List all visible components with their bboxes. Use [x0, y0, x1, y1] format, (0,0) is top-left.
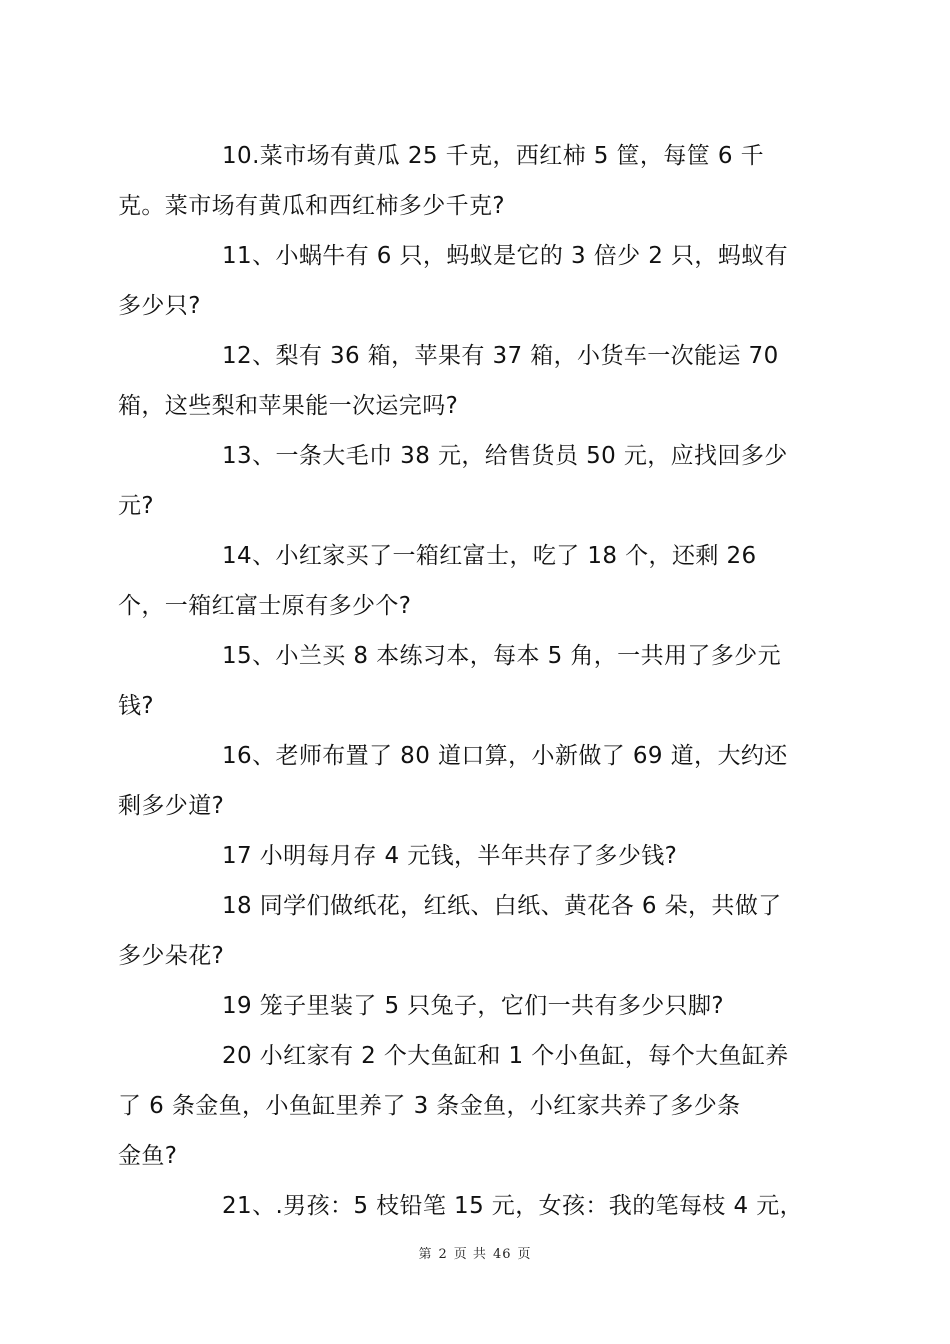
footer-prefix: 第 [418, 1247, 433, 1262]
problem-19 [170, 981, 842, 1031]
problem-line: 剩多少道? [118, 793, 225, 819]
problem-line: 18 同学们做纸花，红纸、白纸、黄花各 6 朵，共做了 [222, 893, 782, 919]
problem-line: 多少只? [118, 293, 201, 319]
problem-line: 多少朵花? [118, 943, 225, 969]
problem-11 [118, 231, 842, 331]
problem-15 [118, 631, 842, 731]
problem-10 [118, 131, 842, 231]
problem-line: 15、小兰买 8 本练习本，每本 5 角，一共用了多少元 [222, 643, 781, 669]
problem-line: 11、小蜗牛有 6 只，蚂蚁是它的 3 倍少 2 只，蚂蚁有 [222, 243, 789, 269]
problem-14 [118, 531, 842, 631]
problem-line: 箱，这些梨和苹果能一次运完吗? [118, 393, 459, 419]
page-footer [0, 1245, 950, 1265]
problem-line: 钱? [118, 693, 155, 719]
footer-suffix: 页 [517, 1247, 532, 1262]
problem-line: 19 笼子里装了 5 只兔子，它们一共有多少只脚? [222, 993, 725, 1019]
problem-line: 10.菜市场有黄瓜 25 千克，西红柿 5 筐，每筐 6 千 [222, 143, 764, 169]
problem-line: 元? [118, 493, 155, 519]
problem-line: 个，一箱红富士原有多少个? [118, 593, 412, 619]
problem-line: 20 小红家有 2 个大鱼缸和 1 个小鱼缸，每个大鱼缸养 [222, 1043, 789, 1069]
problem-16 [118, 731, 842, 831]
problem-line: 16、老师布置了 80 道口算，小新做了 69 道，大约还 [222, 743, 788, 769]
footer-page-number: 2 [438, 1247, 448, 1262]
problem-line: 13、一条大毛巾 38 元，给售货员 50 元，应找回多少 [222, 443, 788, 469]
problem-17 [170, 831, 842, 881]
footer-middle: 页 共 [453, 1247, 487, 1262]
problem-line: 14、小红家买了一箱红富士，吃了 18 个，还剩 26 [222, 543, 757, 569]
problem-21 [170, 1181, 842, 1231]
problem-20 [118, 1031, 842, 1181]
problem-line: 克。菜市场有黄瓜和西红柿多少千克? [118, 193, 506, 219]
problem-line: 12、梨有 36 箱，苹果有 37 箱，小货车一次能运 70 [222, 343, 779, 369]
problem-line: 21、.男孩：5 枝铅笔 15 元，女孩：我的笔每枝 4 元， [222, 1193, 804, 1219]
problem-13 [118, 431, 842, 531]
problem-line: 17 小明每月存 4 元钱，半年共存了多少钱? [222, 843, 678, 869]
problem-18 [118, 881, 842, 981]
footer-total-pages: 46 [492, 1247, 512, 1262]
problem-line: 了 6 条金鱼，小鱼缸里养了 3 条金鱼，小红家共养了多少条 [118, 1093, 741, 1119]
problem-line: 金鱼? [118, 1143, 178, 1169]
problem-12 [118, 331, 842, 431]
document-body [118, 131, 842, 1231]
